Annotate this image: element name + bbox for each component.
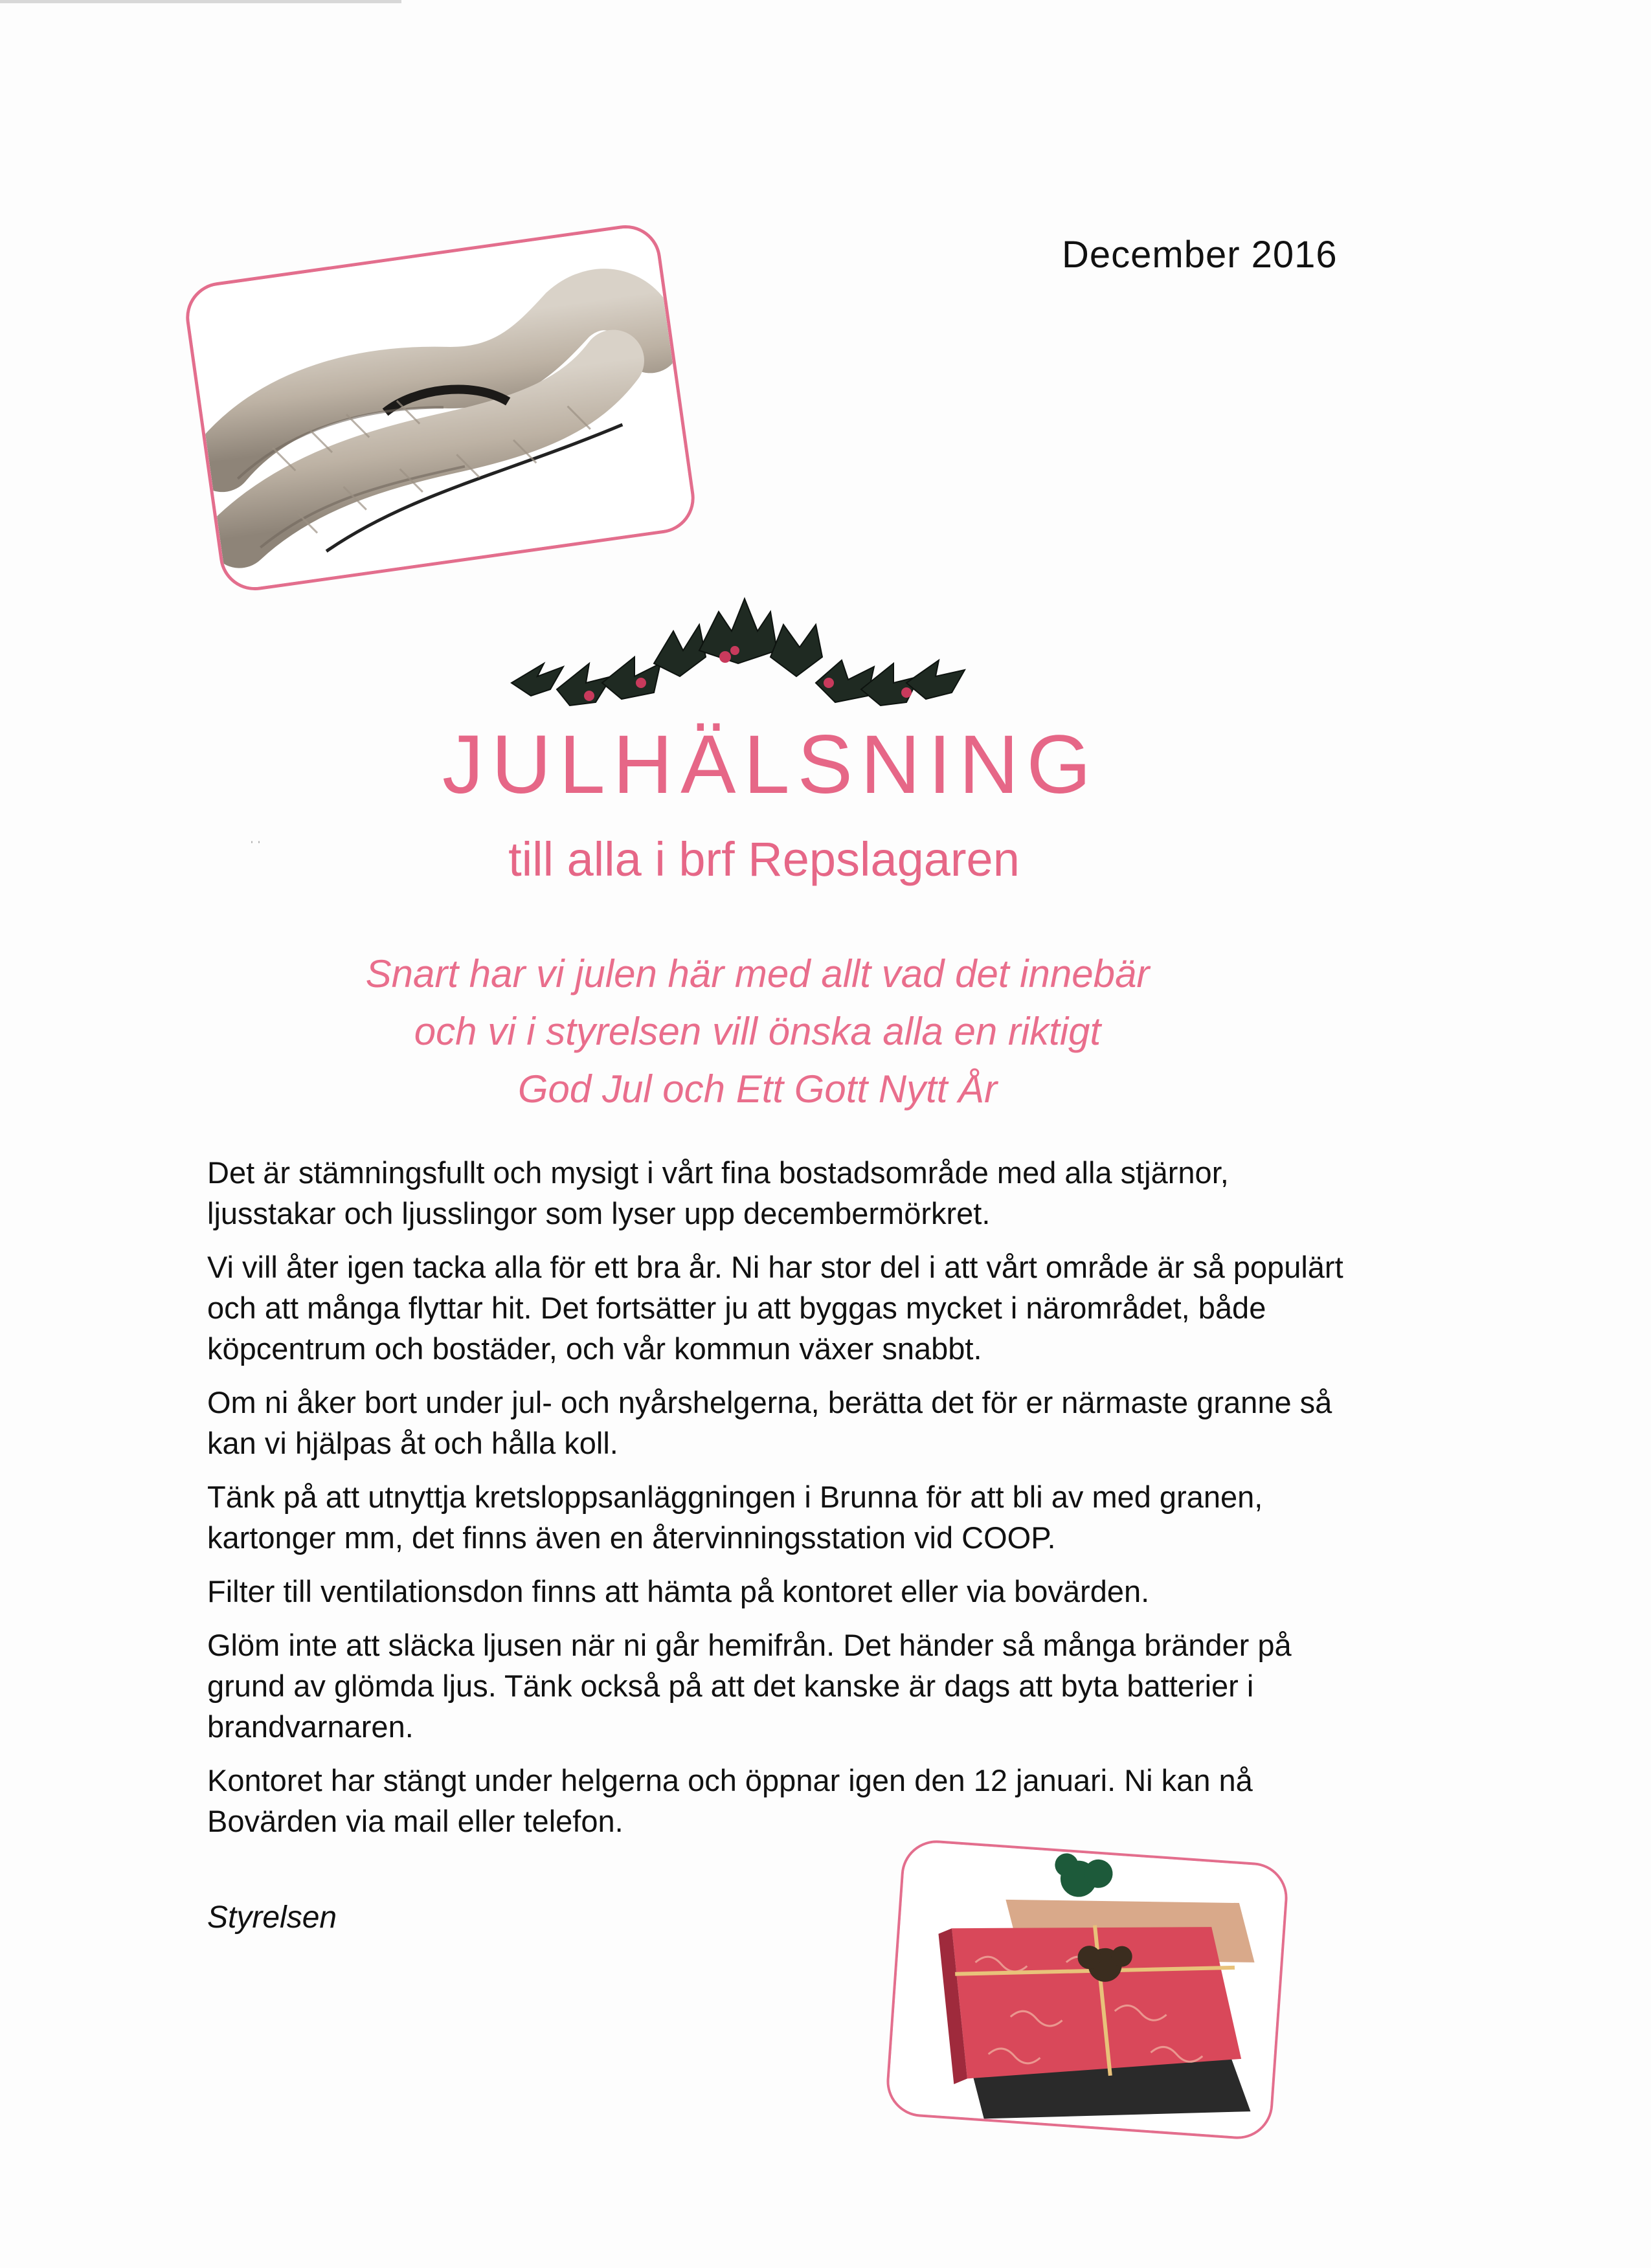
body-paragraph: Vi vill åter igen tacka alla för ett bra år. Ni har stor del i att vårt område är så populärt och att många flyttar hit. Det fortsätter ju att byggas mycket i närområdet, både köpcentrum och bostäder, och vår kommun växer snabbt. bbox=[207, 1250, 1343, 1366]
greeting-line: Snart har vi julen här med allt vad det innebär bbox=[365, 952, 1150, 995]
scan-specks: ˌ ˌ bbox=[250, 830, 261, 843]
letter-title: JULHÄLSNING bbox=[442, 718, 1099, 811]
gift-icon bbox=[887, 1841, 1287, 2139]
body-paragraph: Filter till ventilationsdon finns att hämta på kontoret eller via bovärden. bbox=[207, 1574, 1150, 1608]
body-paragraph: Det är stämningsfullt och mysigt i vårt fina bostadsområde med alla stjärnor, ljusstakar och ljusslingor som lyser upp decembermörkret. bbox=[207, 1155, 1229, 1230]
body-paragraph: Kontoret har stängt under helgerna och öppnar igen den 12 januari. Ni kan nå Bovärden via mail eller telefon. bbox=[207, 1763, 1253, 1838]
body-paragraph: Om ni åker bort under jul- och nyårshelgerna, berätta det för er närmaste granne så kan vi hjälpas åt och hålla koll. bbox=[207, 1385, 1332, 1460]
greeting-block bbox=[272, 945, 1243, 1118]
scan-edge-line bbox=[0, 0, 401, 3]
rope-knot-icon bbox=[185, 224, 695, 591]
body-paragraph: Glöm inte att släcka ljusen när ni går hemifrån. Det händer så många bränder på grund av glömda ljus. Tänk också på att det kanske är dags att byta batterier i brandvarnaren. bbox=[207, 1628, 1292, 1744]
letter-body bbox=[207, 1152, 1360, 1854]
body-paragraph: Tänk på att utnyttja kretsloppsanläggningen i Brunna för att bli av med granen, kartonger mm, det finns även en återvinningsstation vid COOP. bbox=[207, 1480, 1263, 1555]
signature: Styrelsen bbox=[207, 1900, 337, 1935]
rope-knot-photo bbox=[181, 221, 699, 595]
gift-photo bbox=[884, 1838, 1290, 2142]
greeting-line: God Jul och Ett Gott Nytt År bbox=[517, 1067, 998, 1111]
greeting-line: och vi i styrelsen vill önska alla en riktigt bbox=[414, 1010, 1101, 1053]
letter-date: December 2016 bbox=[1062, 234, 1338, 276]
letter-subtitle: till alla i brf Repslagaren bbox=[508, 832, 1020, 886]
